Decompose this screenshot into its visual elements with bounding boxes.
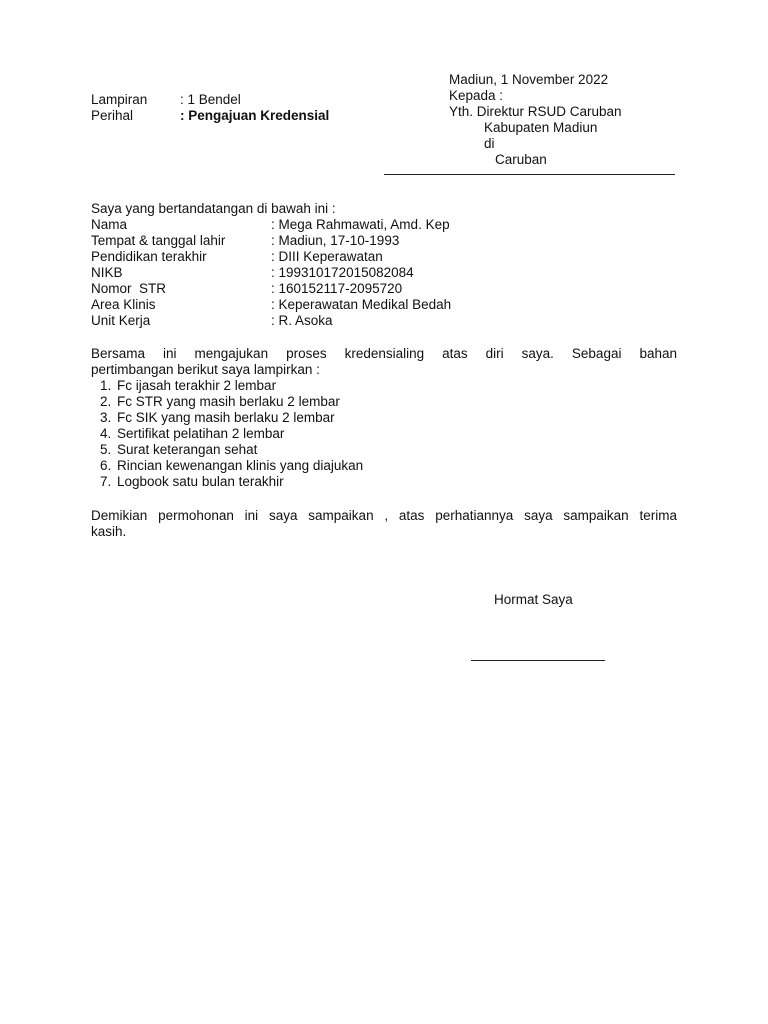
meta-value: : 1 Bendel <box>180 92 241 107</box>
identity-value: : 160152117-2095720 <box>271 281 403 296</box>
attachment-item <box>100 474 284 490</box>
signature-greeting: Hormat Saya <box>494 592 573 607</box>
attachment-num: 1. <box>100 378 112 393</box>
body-paragraph-line1: Bersama ini mengajukan proses kredensialing atas diri saya. Sebagai bahan <box>91 346 677 361</box>
attachment-item <box>100 378 276 394</box>
attachment-item <box>100 458 363 474</box>
attachment-num: 5. <box>100 442 112 457</box>
signature-line <box>471 660 605 661</box>
closing-line2: kasih. <box>91 524 127 539</box>
attachment-num: 6. <box>100 458 112 473</box>
identity-label: Area Klinis <box>91 297 156 312</box>
identity-label: Pendidikan terakhir <box>91 249 207 264</box>
intro-text: Saya yang bertandatangan di bawah ini : <box>91 201 336 216</box>
identity-value: : Keperawatan Medikal Bedah <box>271 297 452 312</box>
attachment-num: 4. <box>100 426 112 441</box>
attachment-text: Rincian kewenangan klinis yang diajukan <box>117 458 364 473</box>
meta-label: Perihal <box>91 108 134 123</box>
attachment-num: 7. <box>100 474 112 489</box>
attachment-item <box>100 410 335 426</box>
identity-value: : Madiun, 17-10-1993 <box>271 233 400 248</box>
attachment-num: 2. <box>100 394 112 409</box>
closing-line1: Demikian permohonan ini saya sampaikan , atas perhatiannya saya sampaikan terima <box>91 508 677 523</box>
attachment-num: 3. <box>100 410 112 425</box>
attachment-text: Logbook satu bulan terakhir <box>117 474 284 489</box>
recipient-city: Caruban <box>495 152 547 167</box>
identity-value: : DIII Keperawatan <box>271 249 383 264</box>
meta-value: : Pengajuan Kredensial <box>180 108 330 123</box>
attachment-text: Surat keterangan sehat <box>117 442 258 457</box>
meta-label: Lampiran <box>91 92 148 107</box>
kepada-label: Kepada : <box>449 88 504 103</box>
recipient-regency: Kabupaten Madiun <box>484 120 598 135</box>
identity-label: NIKB <box>91 265 123 280</box>
header-divider <box>384 174 675 175</box>
attachment-text: Fc ijasah terakhir 2 lembar <box>117 378 277 393</box>
identity-label: Tempat & tanggal lahir <box>91 233 226 248</box>
identity-label: Unit Kerja <box>91 313 151 328</box>
attachment-text: Fc SIK yang masih berlaku 2 lembar <box>117 410 335 425</box>
identity-label: Nama <box>91 217 128 232</box>
identity-value: : R. Asoka <box>271 313 333 328</box>
recipient-title: Yth. Direktur RSUD Caruban <box>449 104 622 119</box>
body-paragraph-line2: pertimbangan berikut saya lampirkan : <box>91 362 320 377</box>
attachment-text: Fc STR yang masih berlaku 2 lembar <box>117 394 340 409</box>
attachment-text: Sertifikat pelatihan 2 lembar <box>117 426 285 441</box>
attachment-item <box>100 426 284 442</box>
identity-label: Nomor STR <box>91 281 167 296</box>
identity-value: : Mega Rahmawati, Amd. Kep <box>271 217 450 232</box>
attachment-item <box>100 442 257 458</box>
identity-value: : 199310172015082084 <box>271 265 414 280</box>
place-date: Madiun, 1 November 2022 <box>449 72 609 87</box>
recipient-di: di <box>484 136 495 151</box>
attachment-item <box>100 394 340 410</box>
